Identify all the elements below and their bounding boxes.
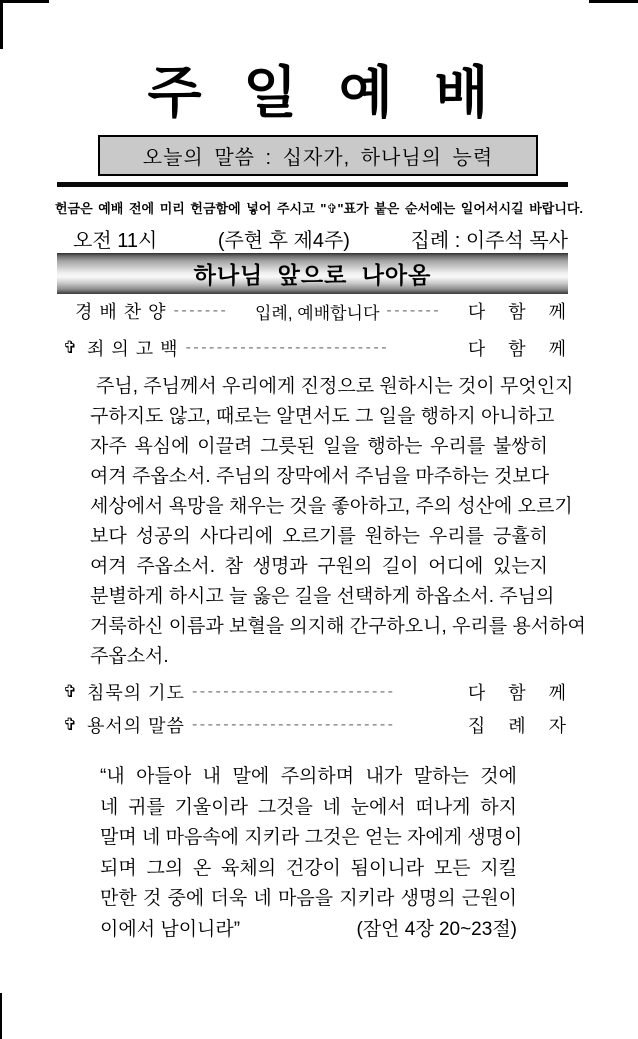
scripture-quote-block <box>100 762 523 945</box>
order-item-name: 침묵의 기도 <box>87 683 185 703</box>
order-item-performer: 집 례 자 <box>467 716 566 736</box>
crop-mark-top-right-horizontal <box>589 0 638 3</box>
order-item-confession-of-sin <box>57 336 568 360</box>
confession-line: 분별하게 하시고 늘 옳은 길을 선택하게 하옵소서. 주님의 <box>90 586 555 607</box>
dash-leader: -------------------------- <box>191 716 396 733</box>
cross-icon: ✞ <box>63 338 78 357</box>
crop-mark-bottom-left-vertical <box>0 993 2 1039</box>
dash-leader: -------------------------- <box>185 339 390 356</box>
cross-icon: ✞ <box>63 715 78 734</box>
order-item-name: 죄 의 고 백 <box>87 339 179 359</box>
confession-line: 거룩하신 이름과 보혈을 의지해 간구하오니, 우리를 용서하여 <box>90 616 586 637</box>
order-item-detail: 입례, 예배합니다 <box>255 303 380 323</box>
crop-mark-top-left-horizontal <box>0 0 49 3</box>
confession-line: 여겨 주옵소서. 주님의 장막에서 주님을 마주하는 것보다 <box>90 466 550 487</box>
section-banner-text: 하나님 앞으로 나아옴 <box>193 262 432 288</box>
order-item-name: 경 배 찬 양 <box>75 302 167 322</box>
order-item-silent-prayer <box>57 680 568 704</box>
page-title: 주 일 예 배 <box>147 61 491 124</box>
scripture-line: “내 아들아 내 말에 주의하며 내가 말하는 것에 <box>100 766 517 787</box>
service-time: 오전 11시 <box>73 230 158 252</box>
scripture-citation: (잠언 4장 20~23절) <box>356 918 517 940</box>
scripture-line: 만한 것 중에 더욱 네 마음을 지키라 생명의 근원이 <box>100 888 517 909</box>
todays-word-text: 오늘의 말씀 : 십자가, 하나님의 능력 <box>142 147 494 169</box>
order-item-name: 용서의 말씀 <box>87 716 185 736</box>
dash-leader: ------- <box>173 302 229 319</box>
confession-line: 보다 성공의 사다리에 오르기를 원하는 우리를 긍휼히 <box>90 526 548 547</box>
scripture-last-line <box>100 915 517 946</box>
offering-notice: 헌금은 예배 전에 미리 헌금함에 넣어 주시고 "✞"표가 붙은 순서에는 일어서시길 바랍니다. <box>54 201 584 216</box>
confession-line: 주옵소서. <box>90 646 169 667</box>
crop-mark-top-left-vertical <box>0 0 3 49</box>
cross-icon: ✞ <box>63 682 78 701</box>
scripture-line: 네 귀를 기울이라 그것을 네 눈에서 떠나게 하지 <box>100 796 517 818</box>
dash-leader: -------------------------- <box>191 683 396 700</box>
section-banner <box>57 253 568 294</box>
confession-prayer-text <box>90 372 586 672</box>
scripture-line: 되며 그의 온 육체의 건강이 됨이니라 모든 지킬 <box>100 857 517 879</box>
dash-leader: ------- <box>386 302 442 319</box>
header-divider-rule <box>57 182 568 187</box>
confession-line: 세상에서 욕망을 채우는 것을 좋아하고, 주의 성산에 오르기 <box>90 496 573 517</box>
order-item-performer: 다 함 께 <box>467 683 566 703</box>
service-info-row <box>57 224 568 253</box>
order-item-performer: 다 함 께 <box>467 339 566 359</box>
scripture-line: 말며 네 마음속에 지키라 그것은 얻는 자에게 생명이 <box>100 827 523 848</box>
todays-word-box <box>98 135 538 176</box>
confession-line: 여겨 주옵소서. 참 생명과 구원의 길이 어디에 있는지 <box>90 556 548 577</box>
confession-line: 주님, 주님께서 우리에게 진정으로 원하시는 것이 무엇인지 <box>96 376 574 397</box>
confession-line: 구하지도 않고, 때로는 알면서도 그 일을 행하지 아니하고 <box>90 406 555 427</box>
order-item-words-of-forgiveness <box>57 713 568 737</box>
order-item-performer: 다 함 께 <box>467 302 567 322</box>
liturgical-week: (주현 후 제4주) <box>217 230 350 252</box>
confession-line: 자주 욕심에 이끌려 그릇된 일을 행하는 우리를 불쌍히 <box>90 436 548 457</box>
scripture-line-end: 이에서 남이니라” <box>100 918 241 940</box>
officiant: 집례 : 이주석 목사 <box>410 230 568 252</box>
order-item-worship-praise <box>57 299 568 323</box>
